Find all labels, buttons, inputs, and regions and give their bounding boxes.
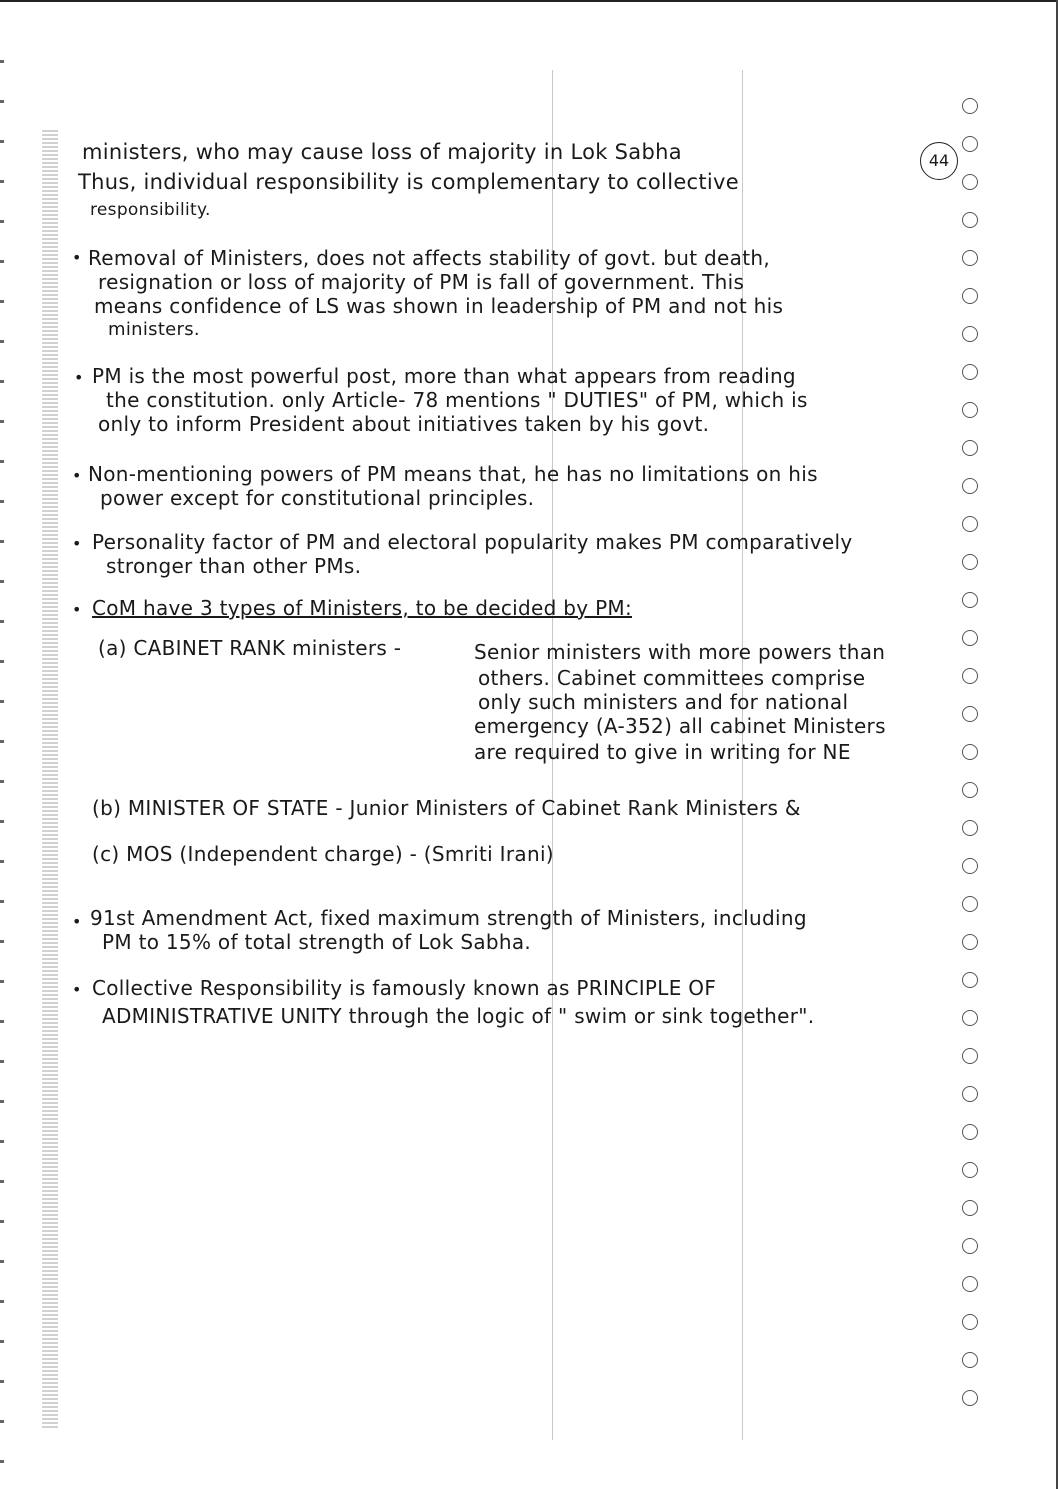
punch-hole xyxy=(962,288,978,304)
note-line: PM to 15% of total strength of Lok Sabha. xyxy=(102,930,532,954)
punch-hole xyxy=(962,820,978,836)
note-line: stronger than other PMs. xyxy=(106,554,362,578)
scan-edge-marks xyxy=(0,60,4,1480)
punch-hole xyxy=(962,98,978,114)
punch-hole xyxy=(962,1048,978,1064)
punch-hole xyxy=(962,440,978,456)
note-line: ministers. xyxy=(108,319,200,340)
note-line: means confidence of LS was shown in leadership of PM and not his xyxy=(94,294,784,318)
punch-hole xyxy=(962,478,978,494)
punch-hole xyxy=(962,1276,978,1292)
punch-hole xyxy=(962,516,978,532)
punch-hole xyxy=(962,1314,978,1330)
punch-hole xyxy=(962,630,978,646)
punch-hole xyxy=(962,668,978,684)
note-line: ministers, who may cause loss of majority in Lok Sabha xyxy=(82,140,682,164)
note-line: resignation or loss of majority of PM is fall of government. This xyxy=(98,270,745,294)
note-line: the constitution. only Article- 78 mentions " DUTIES" of PM, which is xyxy=(106,388,808,412)
punch-hole xyxy=(962,896,978,912)
note-line: only to inform President about initiatives taken by his govt. xyxy=(98,412,710,436)
sub-item-label: (b) MINISTER OF STATE - Junior Ministers of Cabinet Rank Ministers & xyxy=(92,796,801,820)
note-line: Non-mentioning powers of PM means that, he has no limitations on his xyxy=(88,462,818,486)
sub-item-label: (c) MOS (Independent charge) - (Smriti Irani) xyxy=(92,842,554,866)
punch-hole xyxy=(962,554,978,570)
punch-hole xyxy=(962,326,978,342)
punch-hole xyxy=(962,1200,978,1216)
page-number: 44 xyxy=(920,142,958,180)
note-line: Senior ministers with more powers than xyxy=(474,640,886,664)
note-line: PM is the most powerful post, more than what appears from reading xyxy=(92,364,796,388)
punch-holes xyxy=(958,88,986,1428)
note-line: Removal of Ministers, does not affects stability of govt. but death, xyxy=(88,246,770,270)
punch-hole xyxy=(962,706,978,722)
note-line: emergency (A-352) all cabinet Ministers xyxy=(474,714,886,738)
punch-hole xyxy=(962,972,978,988)
punch-hole xyxy=(962,592,978,608)
bullet-point: • xyxy=(72,466,82,485)
punch-hole xyxy=(962,1086,978,1102)
punch-hole xyxy=(962,212,978,228)
note-line: only such ministers and for national xyxy=(478,690,849,714)
punch-hole xyxy=(962,1390,978,1406)
sub-item-label: (a) CABINET RANK ministers - xyxy=(98,636,402,660)
bullet-point: • xyxy=(74,368,84,387)
punch-hole xyxy=(962,1124,978,1140)
note-line: ADMINISTRATIVE UNITY through the logic of " swim or sink together". xyxy=(102,1004,815,1028)
punch-hole xyxy=(962,744,978,760)
note-line: 91st Amendment Act, fixed maximum strength of Ministers, including xyxy=(90,906,807,930)
scan-border-top xyxy=(0,0,1058,2)
punch-hole xyxy=(962,402,978,418)
bullet-point: • xyxy=(72,980,82,999)
note-line: responsibility. xyxy=(90,200,211,220)
bullet-point: • xyxy=(72,912,82,931)
bullet-point: • xyxy=(72,248,82,267)
punch-hole xyxy=(962,1352,978,1368)
note-line: power except for constitutional principles. xyxy=(100,486,535,510)
bullet-point: • xyxy=(72,600,82,619)
punch-hole xyxy=(962,1010,978,1026)
punch-hole xyxy=(962,174,978,190)
binding-strip xyxy=(42,130,58,1430)
note-line: Thus, individual responsibility is complementary to collective xyxy=(78,170,740,194)
punch-hole xyxy=(962,364,978,380)
punch-hole xyxy=(962,250,978,266)
punch-hole xyxy=(962,934,978,950)
note-line: Personality factor of PM and electoral popularity makes PM comparatively xyxy=(92,530,853,554)
note-line: Collective Responsibility is famously known as PRINCIPLE OF xyxy=(92,976,717,1000)
note-line: others. Cabinet committees comprise xyxy=(478,666,866,690)
note-line: CoM have 3 types of Ministers, to be decided by PM: xyxy=(92,596,633,620)
punch-hole xyxy=(962,858,978,874)
bullet-point: • xyxy=(72,534,82,553)
note-line: are required to give in writing for NE xyxy=(474,740,851,764)
punch-hole xyxy=(962,782,978,798)
punch-hole xyxy=(962,1238,978,1254)
punch-hole xyxy=(962,136,978,152)
punch-hole xyxy=(962,1162,978,1178)
